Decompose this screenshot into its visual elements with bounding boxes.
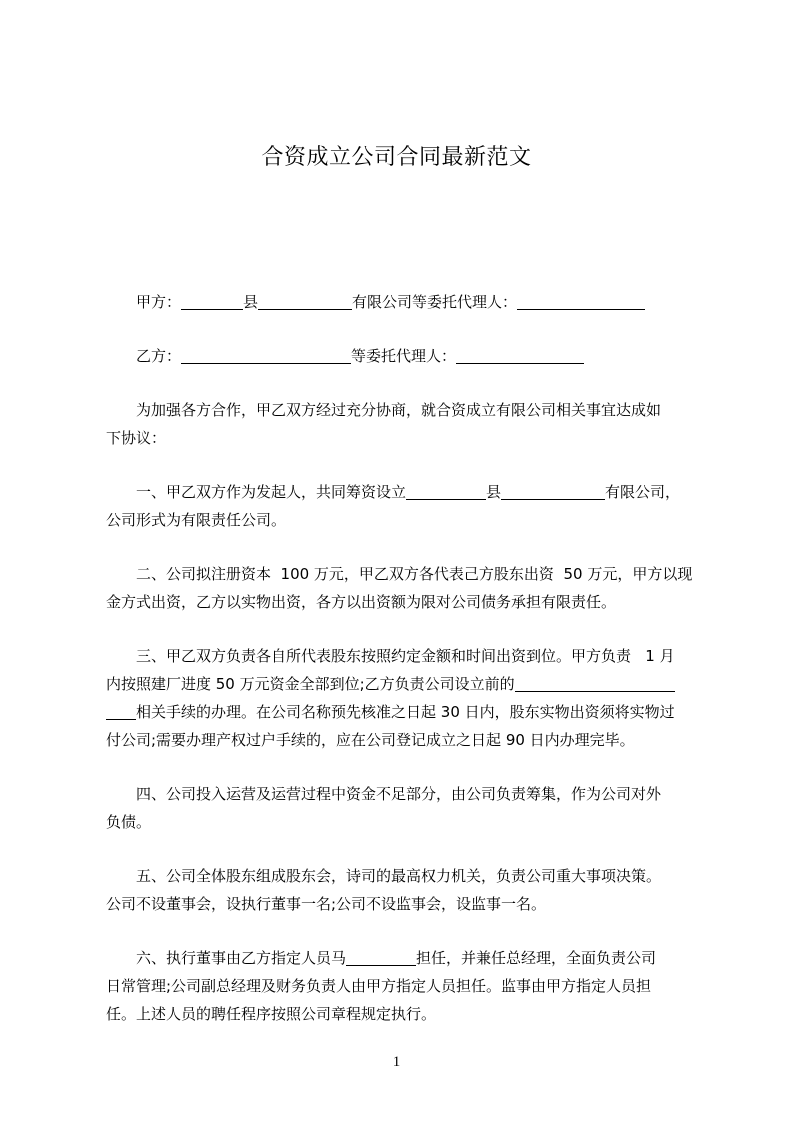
clause-6-line-2: 日常管理;公司副总经理及财务负责人由甲方指定人员担任。监事由甲方指定人员担 — [106, 977, 652, 995]
party-a-agent-blank — [517, 291, 645, 310]
document-body — [106, 288, 712, 1054]
clause-6-prefix: 六、执行董事由乙方指定人员马 — [136, 949, 347, 967]
clause-1-name-blank — [406, 481, 486, 500]
clause-2-line-2: 金方式出资，乙方以实物出资，各方以出资额为限对公司债务承担有限责任。 — [106, 593, 617, 611]
clause-6-line-3: 任。上述人员的聘任程序按照公司章程规定执行。 — [106, 1005, 437, 1023]
clause-1-county-blank — [501, 481, 605, 500]
party-b-label: 乙方： — [136, 347, 182, 365]
party-a-county-blank — [258, 291, 352, 310]
party-a-name-blank — [181, 291, 243, 310]
clause-3-line-2-text: 内按照建厂进度 50 万元资金全部到位;乙方负责公司设立前的 — [106, 675, 515, 693]
clause-3-line-2 — [106, 670, 712, 698]
party-a-company-suffix: 有限公司等委托代理人： — [352, 293, 518, 311]
clause-1-suffix: 有限公司， — [605, 483, 681, 501]
party-b-line — [106, 342, 712, 370]
intro-line-2: 下协议： — [106, 429, 167, 447]
clause-1-prefix: 一、甲乙双方作为发起人，共同筹资设立 — [136, 483, 407, 501]
clause-4-line-1: 四、公司投入运营及运营过程中资金不足部分，由公司负责筹集，作为公司对外 — [136, 785, 662, 803]
clause-1-line-1 — [106, 478, 712, 506]
party-a-label: 甲方： — [136, 293, 182, 311]
clause-2 — [106, 560, 712, 616]
clause-1 — [106, 478, 712, 534]
clause-1-county: 县 — [486, 483, 502, 501]
clause-3-line-3-text: 相关手续的办理。在公司名称预先核准之日起 30 日内，股东实物出资须将实物过 — [136, 703, 675, 721]
document-title: 合资成立公司合同最新范文 — [261, 145, 532, 170]
party-b-name-blank — [181, 345, 351, 364]
intro-paragraph — [106, 396, 712, 452]
clause-3-blank — [515, 673, 675, 692]
clause-3-line-1: 三、甲乙双方负责各自所代表股东按照约定金额和时间出资到位。甲方负责 1 月 — [136, 647, 675, 665]
clause-5-line-1: 五、公司全体股东组成股东会，诗司的最高权力机关，负责公司重大事项决策。 — [136, 867, 662, 885]
party-a-county: 县 — [243, 293, 259, 311]
clause-3 — [106, 642, 712, 754]
clause-5 — [106, 862, 712, 918]
clause-6 — [106, 944, 712, 1028]
clause-6-name-blank — [346, 947, 416, 966]
clause-1-line-2: 公司形式为有限责任公司。 — [106, 511, 287, 529]
clause-6-line-1 — [106, 944, 712, 972]
clause-4-line-2: 负债。 — [106, 813, 152, 831]
clause-5-line-2: 公司不设董事会，设执行董事一名;公司不设监事会，设监事一名。 — [106, 895, 547, 913]
intro-line-1: 为加强各方合作，甲乙双方经过充分协商，就合资成立有限公司相关事宜达成如 — [136, 401, 662, 419]
party-b-agent-blank — [456, 345, 584, 364]
clause-4 — [106, 780, 712, 836]
page-number: 1 — [392, 1054, 401, 1070]
clause-3-line-4: 付公司;需要办理产权过户手续的，应在公司登记成立之日起 90 日内办理完毕。 — [106, 731, 635, 749]
clause-3-line-3 — [106, 698, 712, 726]
clause-2-line-1: 二、公司拟注册资本 100 万元，甲乙双方各代表己方股东出资 50 万元，甲方以现 — [136, 565, 693, 583]
party-b-agent: 等委托代理人： — [351, 347, 457, 365]
clause-6-suffix: 担任，并兼任总经理，全面负责公司 — [416, 949, 657, 967]
clause-3-blank-continued — [106, 701, 136, 720]
party-a-line — [106, 288, 712, 316]
